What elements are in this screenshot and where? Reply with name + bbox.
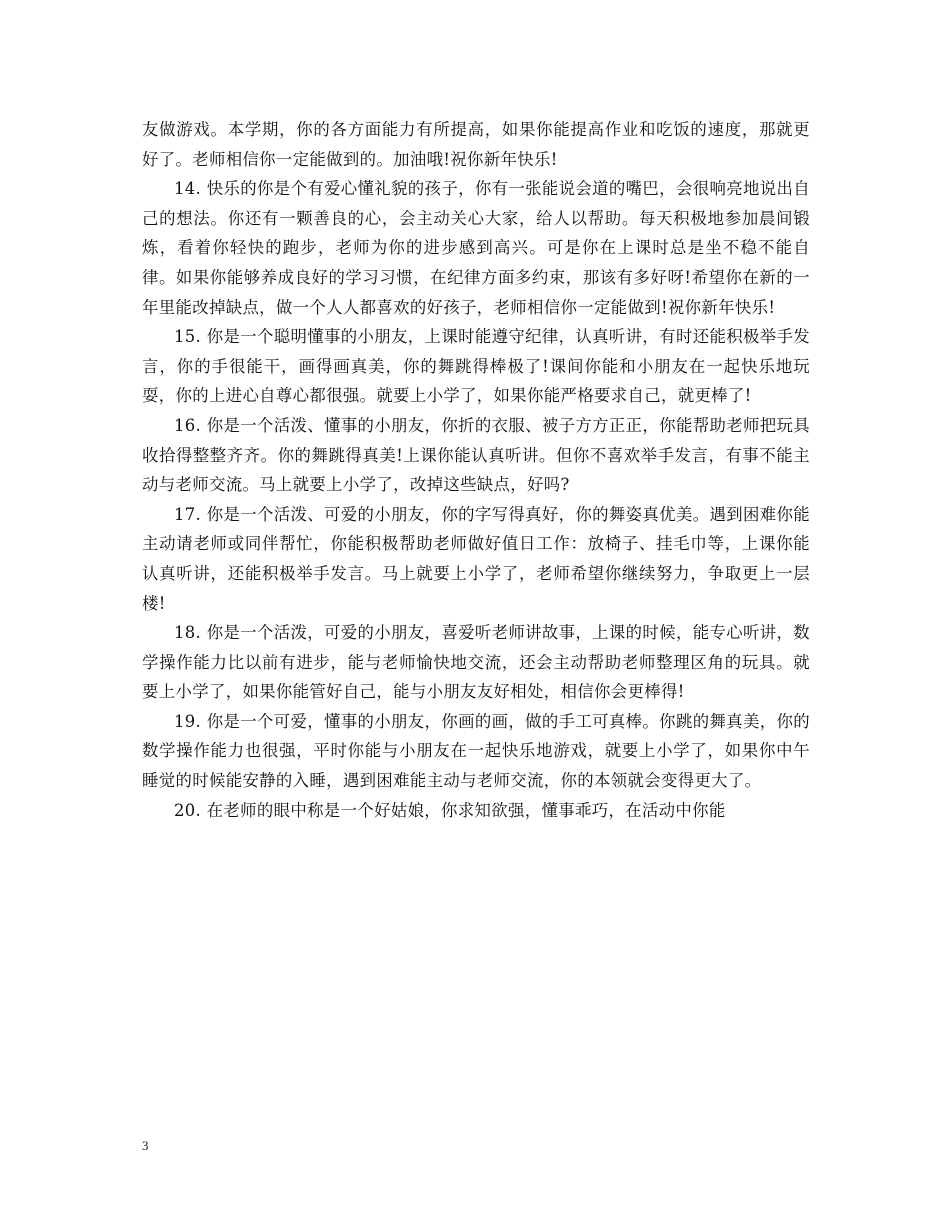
paragraph-item-18: 18. 你是一个活泼，可爱的小朋友，喜爱听老师讲故事，上课的时候，能专心听讲，数学操作能力比以前有进步，能与老师愉快地交流，还会主动帮助老师整理区角的玩具。就要上小学了，如果你能管好自己，能与小朋友友好相处，相信你会更棒得! — [142, 623, 810, 702]
paragraph-item-15: 15. 你是一个聪明懂事的小朋友，上课时能遵守纪律，认真听讲，有时还能积极举手发言，你的手很能干，画得画真美，你的舞跳得棒极了!课间你能和小朋友在一起快乐地玩耍，你的上进心自尊心都很强。就要上小学了，如果你能严格要求自己，就更棒了! — [142, 327, 810, 406]
paragraph-item-14: 14. 快乐的你是个有爱心懂礼貌的孩子，你有一张能说会道的嘴巴，会很响亮地说出自己的想法。你还有一颗善良的心，会主动关心大家，给人以帮助。每天积极地参加晨间锻炼，看着你轻快的跑步，老师为你的进步感到高兴。可是你在上课时总是坐不稳不能自律。如果你能够养成良好的学习习惯，在纪律方面多约束，那该有多好呀!希望你在新的一年里能改掉缺点，做一个人人都喜欢的好孩子，老师相信你一定能做到!祝你新年快乐! — [142, 179, 810, 317]
page-number: 3 — [142, 1138, 149, 1153]
page-body — [142, 115, 810, 825]
paragraph-item-16: 16. 你是一个活泼、懂事的小朋友，你折的衣服、被子方方正正，你能帮助老师把玩具收拾得整整齐齐。你的舞跳得真美!上课你能认真听讲。但你不喜欢举手发言，有事不能主动与老师交流。马上就要上小学了，改掉这些缺点，好吗? — [142, 415, 810, 495]
paragraph-item-20: 20. 在老师的眼中称是一个好姑娘，你求知欲强，懂事乖巧，在活动中你能 — [174, 800, 726, 820]
paragraph-item-19: 19. 你是一个可爱，懂事的小朋友，你画的画，做的手工可真棒。你跳的舞真美，你的数学操作能力也很强，平时你能与小朋友在一起快乐地游戏，就要上小学了，如果你中午睡觉的时候能安静的入睡，遇到困难能主动与老师交流，你的本领就会变得更大了。 — [142, 711, 810, 791]
paragraph-continuation: 友做游戏。本学期，你的各方面能力有所提高，如果你能提高作业和吃饭的速度，那就更好了。老师相信你一定能做到的。加油哦!祝你新年快乐! — [142, 120, 810, 169]
paragraph-item-17: 17. 你是一个活泼、可爱的小朋友，你的字写得真好，你的舞姿真优美。遇到困难你能主动请老师或同伴帮忙，你能积极帮助老师做好值日工作：放椅子、挂毛巾等，上课你能认真听讲，还能积极举手发言。马上就要上小学了，老师希望你继续努力，争取更上一层楼! — [142, 504, 810, 613]
